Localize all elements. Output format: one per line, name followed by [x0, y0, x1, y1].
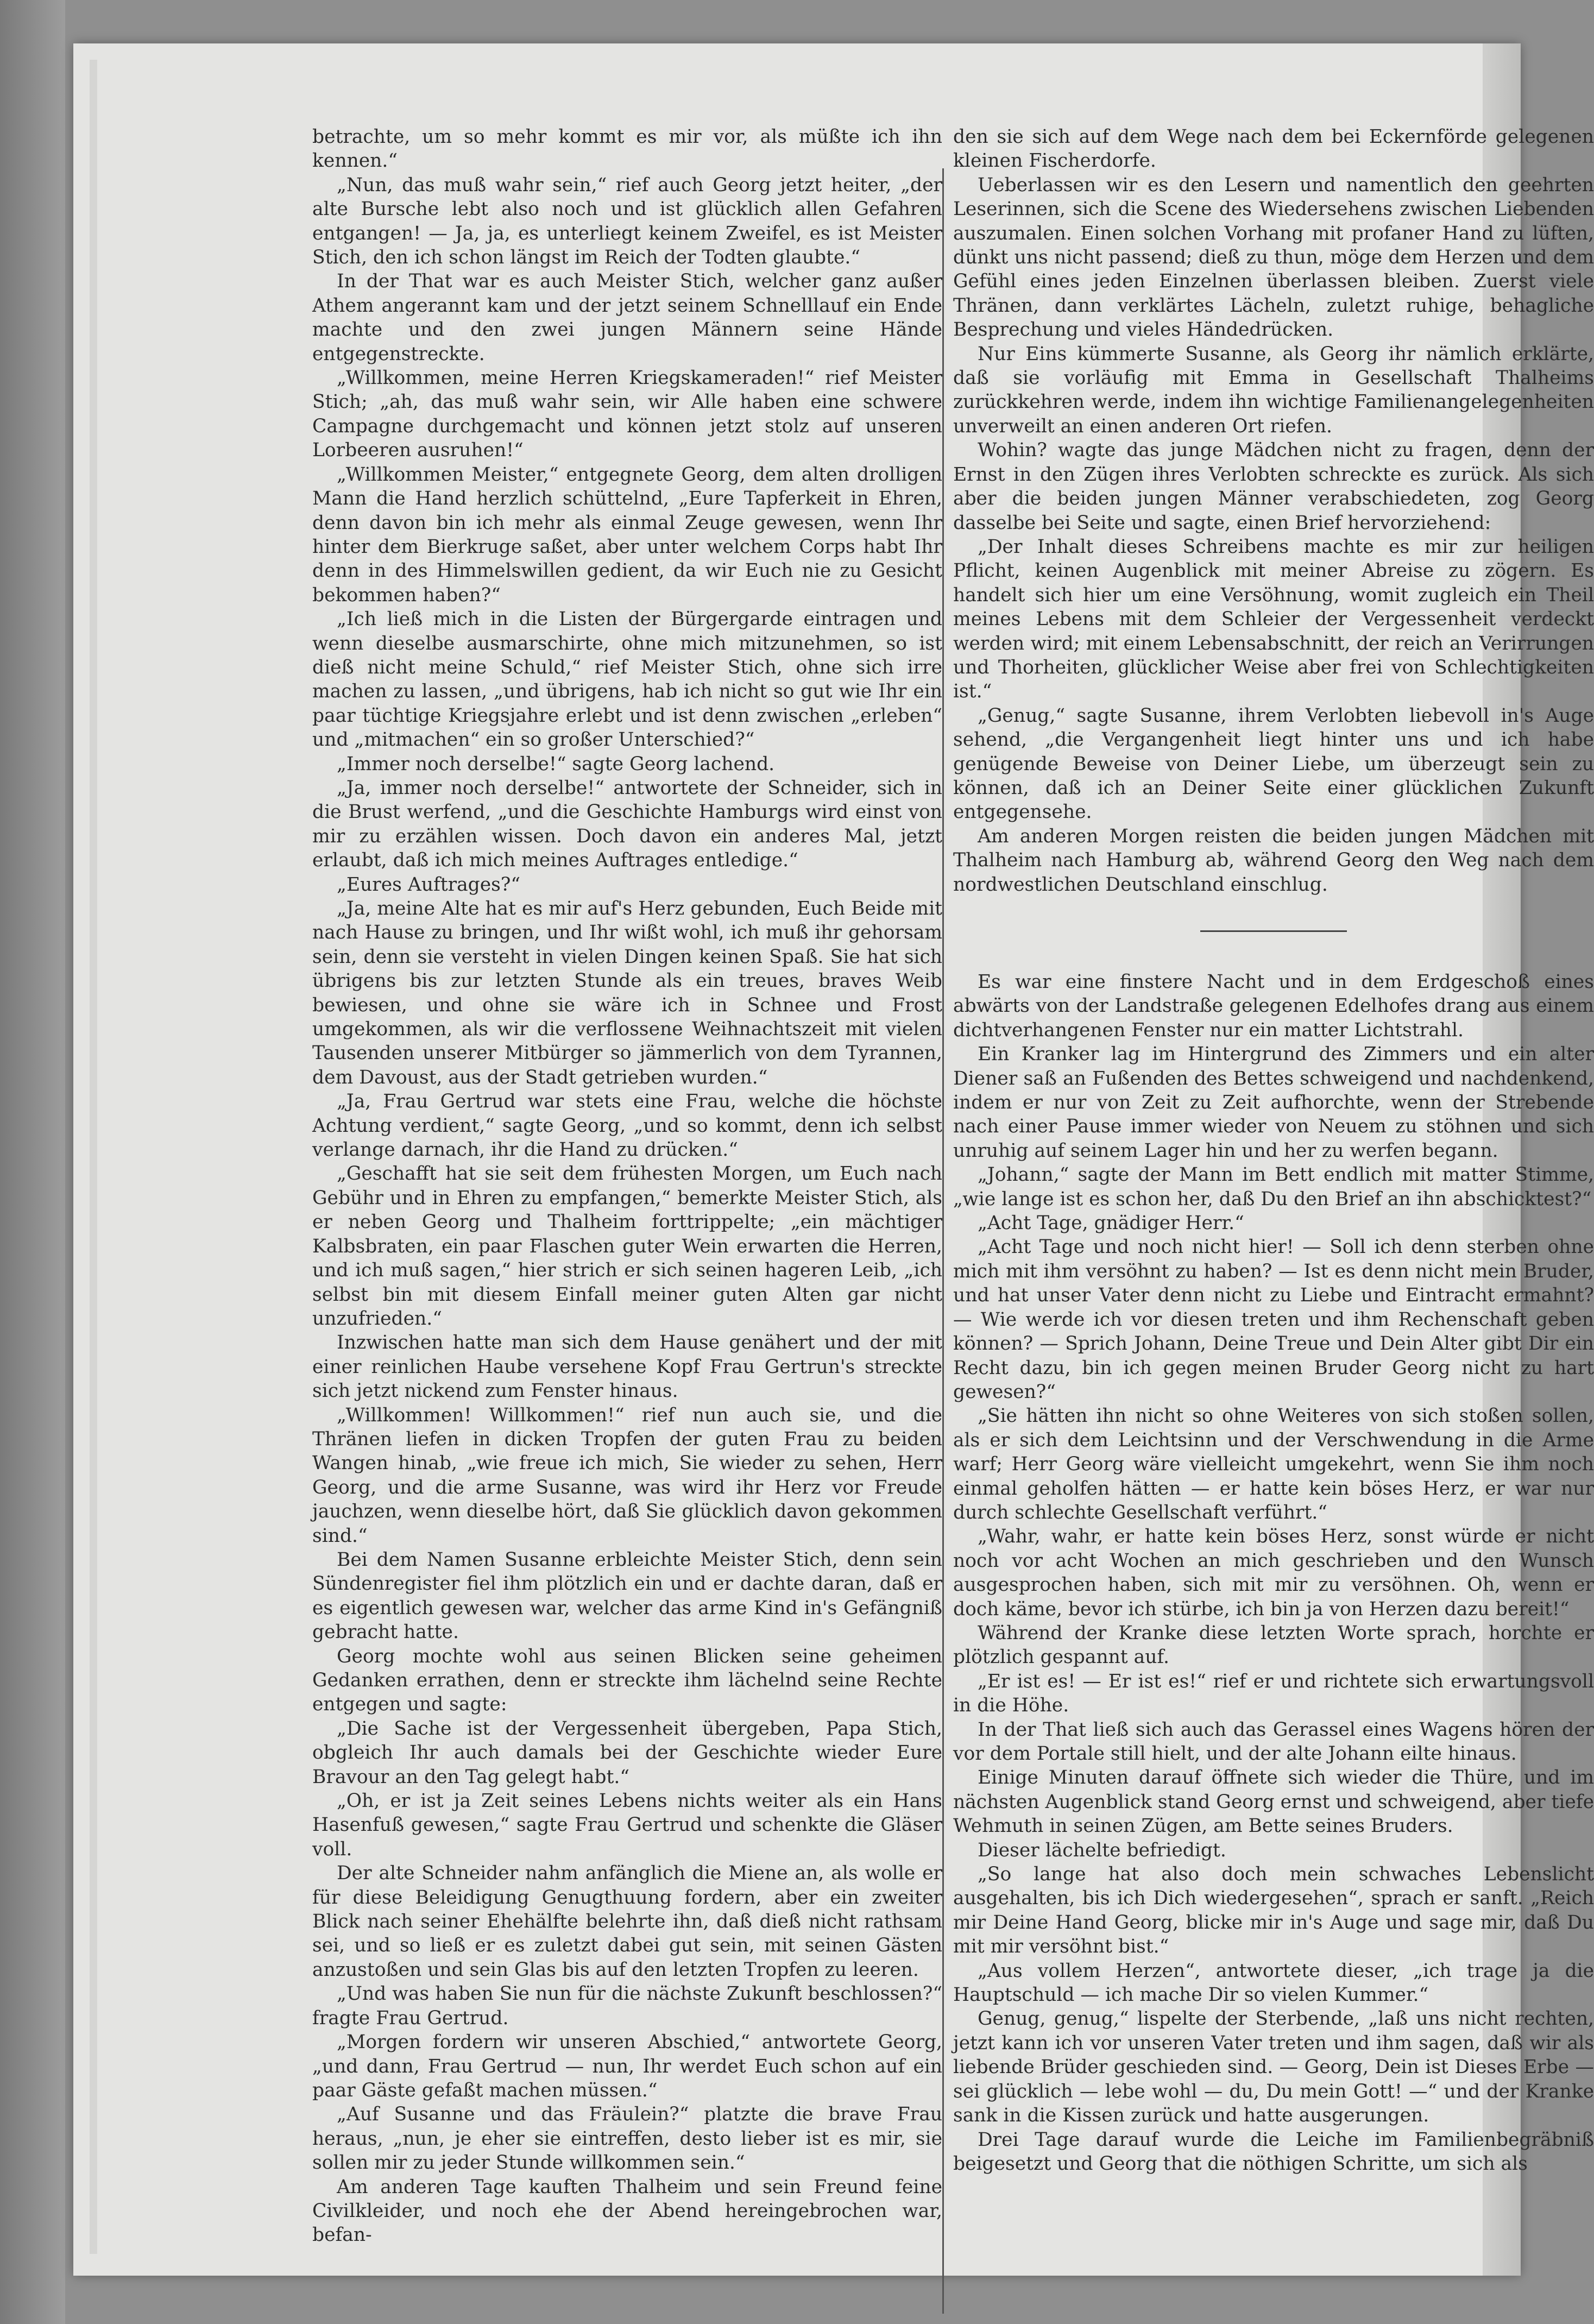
paragraph: Nur Eins kümmerte Susanne, als Georg ihr nämlich erklärte, daß sie vorläufig mit Emma in Gesellschaft Thalheims zurückkehren werde, indem ihn wichtige Familienangelegenheiten unverweilt an einen anderen Ort riefen. [953, 343, 1594, 437]
paragraph: Genug, genug,“ lispelte der Sterbende, „laß uns nicht rechten, jetzt kann ich vor unseren Vater treten und ihm sagen, daß wir als liebende Brüder geschieden sind. — Georg, Dein ist Dieses Erbe — sei glücklich — lebe wohl — du, Du mein Gott! —“ und der Kranke sank in die Kissen zurück und hatte ausgerungen. [953, 2008, 1594, 2127]
column-divider [942, 168, 944, 2314]
paragraph: „Auf Susanne und das Fräulein?“ platzte die brave Frau heraus, „nun, je eher sie eintreffen, desto lieber ist es mir, sie sollen mir zu jeder Stunde willkommen sein.“ [312, 2103, 942, 2174]
paragraph: Am anderen Morgen reisten die beiden jungen Mädchen mit Thalheim nach Hamburg ab, während Georg den Weg nach dem nordwestlichen Deutschland einschlug. [953, 825, 1594, 896]
left-column [312, 125, 942, 2246]
paragraph: Am anderen Tage kauften Thalheim und sein Freund feine Civilkleider, und noch ehe der Abend hereingebrochen war, befan- [312, 2176, 942, 2246]
paragraph: „Acht Tage und noch nicht hier! — Soll ich denn sterben ohne mich mit ihm versöhnt zu haben? — Ist es denn nicht mein Bruder, und hat unser Vater denn nicht zu Liebe und Eintracht ermahnt? — Wie werde ich vor diesen treten und ihm Rechenschaft geben können? — Sprich Johann, Deine Treue und Dein Alter gibt Dir ein Recht dazu, bin ich gegen meinen Bruder Georg nicht zu hart gewesen?“ [953, 1236, 1594, 1403]
paragraph: „Oh, er ist ja Zeit seines Lebens nichts weiter als ein Hans Hasenfuß gewesen,“ sagte Frau Gertrud und schenkte die Gläser voll. [312, 1790, 942, 1860]
paragraph: „Ja, immer noch derselbe!“ antwortete der Schneider, sich in die Brust werfend, „und die Geschichte Hamburgs wird einst von mir zu erzählen wissen. Doch davon ein anderes Mal, jetzt erlaubt, daß ich mich meines Auftrages entledige.“ [312, 777, 942, 872]
paragraph: „Acht Tage, gnädiger Herr.“ [978, 1212, 1244, 1235]
paragraph: „So lange hat also doch mein schwaches Lebenslicht ausgehalten, bis ich Dich wiedergesehen“, sprach er sanft. „Reich mir Deine Hand Georg, blicke mir in's Auge und sage mir, daß Du mit mir versöhnt bist.“ [953, 1863, 1594, 1958]
paragraph: „Johann,“ sagte der Mann im Bett endlich mit matter Stimme, „wie lange ist es schon her, daß Du den Brief an ihn abschicktest?“ [953, 1164, 1594, 1210]
paragraph: In der That ließ sich auch das Gerassel eines Wagens hören der vor dem Portale still hielt, und der alte Johann eilte hinaus. [953, 1718, 1594, 1765]
paragraph: Georg mochte wohl aus seinen Blicken seine geheimen Gedanken errathen, denn er streckte ihm lächelnd seine Rechte entgegen und sagte: [312, 1645, 942, 1716]
scan-background [0, 0, 65, 2324]
paragraph: „Morgen fordern wir unseren Abschied,“ antwortete Georg, „und dann, Frau Gertrud — nun, Ihr werdet Euch schon auf ein paar Gäste gefaßt machen müssen.“ [312, 2031, 942, 2101]
paragraph: Der alte Schneider nahm anfänglich die Miene an, als wolle er für diese Beleidigung Genugthuung fordern, aber ein zweiter Blick nach seiner Ehehälfte belehrte ihn, daß dieß nicht rathsam sei, und so ließ er es zuletzt dabei gut sein, mit seinen Gästen anzustoßen und sein Glas bis auf den letzten Tropfen zu leeren. [312, 1862, 942, 1981]
paragraph: Bei dem Namen Susanne erbleichte Meister Stich, denn sein Sündenregister fiel ihm plötzlich ein und er dachte daran, daß er es eigentlich gewesen war, welcher das arme Kind in's Gefängniß gebracht hatte. [312, 1548, 942, 1643]
paragraph: Dieser lächelte befriedigt. [978, 1839, 1226, 1861]
paragraph: Es war eine finstere Nacht und in dem Erdgeschoß eines abwärts von der Landstraße gelegenen Edelhofes drang aus einem dichtverhangenen Fenster nur ein matter Lichtstrahl. [953, 971, 1594, 1041]
paragraph: „Willkommen, meine Herren Kriegskameraden!“ rief Meister Stich; „ah, das muß wahr sein, wir Alle haben eine schwere Campagne durchgemacht und können jetzt stolz auf unseren Lorbeeren ausruhen!“ [312, 367, 942, 462]
paragraph: Ein Kranker lag im Hintergrund des Zimmers und ein alter Diener saß an Fußenden des Bettes schweigend und nachdenkend, indem er nur von Zeit zu Zeit aufhorchte, wenn der Strebende nach einer Pause immer wieder von Neuem zu stöhnen und sich unruhig auf seinem Lager hin und her zu werfen begann. [953, 1043, 1594, 1162]
paragraph: „Willkommen Meister,“ entgegnete Georg, dem alten drolligen Mann die Hand herzlich schüttelnd, „Eure Tapferkeit in Ehren, denn davon bin ich mehr als einmal Zeuge gewesen, wenn Ihr hinter dem Bierkruge saßet, aber unter welchem Corps habt Ihr denn in des Himmelswillen gedient, da wir Euch nie zu Gesicht bekommen haben?“ [312, 463, 942, 606]
paragraph: „Ja, meine Alte hat es mir auf's Herz gebunden, Euch Beide mit nach Hause zu bringen, und Ihr wißt wohl, ich muß ihr gehorsam sein, denn sie versteht in vielen Dingen keinen Spaß. Sie hat sich übrigens bis zur letzten Stunde als ein treues, braves Weib bewiesen, und ohne sie wäre ich in Schnee und Frost umgekommen, als wir die verflossene Weihnachtszeit mit vielen Tausenden unserer Mitbürger so jämmerlich von dem Tyrannen, dem Davoust, aus der Stadt getrieben wurden.“ [312, 898, 942, 1088]
paragraph: „Und was haben Sie nun für die nächste Zukunft beschlossen?“ fragte Frau Gertrud. [312, 1983, 942, 2029]
text-columns [242, 125, 1594, 2246]
page-fold [90, 60, 97, 2254]
right-column [953, 125, 1594, 2227]
paragraph: „Die Sache ist der Vergessenheit übergeben, Papa Stich, obgleich Ihr auch damals bei der Geschichte wieder Eure Bravour an den Tag gelegt habt.“ [312, 1717, 942, 1788]
paragraph: „Immer noch derselbe!“ sagte Georg lachend. [337, 753, 775, 775]
paragraph: Einige Minuten darauf öffnete sich wieder die Thüre, und im nächsten Augenblick stand Georg ernst und schweigend, aber tiefe Wehmuth in seinen Zügen, am Bette seines Bruders. [953, 1767, 1594, 1837]
paragraph: „Eures Auftrages?“ [337, 873, 521, 896]
paragraph: „Nun, das muß wahr sein,“ rief auch Georg jetzt heiter, „der alte Bursche lebt also noch und ist glücklich allen Gefahren entgangen! — Ja, ja, es unterliegt keinem Zweifel, es ist Meister Stich, den ich schon längst im Reich der Todten glaubte.“ [312, 174, 942, 269]
paragraph: Inzwischen hatte man sich dem Hause genähert und der mit einer reinlichen Haube versehene Kopf Frau Gertrun's streckte sich jetzt nickend zum Fenster hinaus. [312, 1332, 942, 1402]
paragraph: den sie sich auf dem Wege nach dem bei Eckernförde gelegenen kleinen Fischerdorfe. [953, 126, 1594, 172]
paragraph: „Er ist es! — Er ist es!“ rief er und richtete sich erwartungsvoll in die Höhe. [953, 1670, 1594, 1717]
paragraph: Während der Kranke diese letzten Worte sprach, horchte er plötzlich gespannt auf. [953, 1622, 1594, 1668]
paragraph: „Genug,“ sagte Susanne, ihrem Verlobten liebevoll in's Auge sehend, „die Vergangenheit liegt hinter uns und ich habe genügende Beweise von Deiner Liebe, um überzeugt sein zu können, daß ich an Deiner Seite einer glücklichen Zukunft entgegensehe. [953, 704, 1594, 823]
paragraph: Ueberlassen wir es den Lesern und namentlich den geehrten Leserinnen, sich die Scene des Wiedersehens zwischen Liebenden auszumalen. Einen solchen Vorhang mit profaner Hand zu lüften, dünkt uns nicht passend; dieß zu thun, möge dem Herzen und dem Gefühl eines jeden Einzelnen überlassen bleiben. Zuerst viele Thränen, dann verklärtes Lächeln, zuletzt ruhige, behagliche Besprechung und vieles Händedrücken. [953, 174, 1594, 341]
newspaper-page [73, 43, 1594, 2276]
paragraph: „Sie hätten ihn nicht so ohne Weiteres von sich stoßen sollen, als er sich dem Leichtsinn und der Verschwendung in die Arme warf; Herr Georg wäre vielleicht umgekehrt, wenn Sie ihm noch einmal geholfen hätten — er hatte kein böses Herz, er war nur durch schlechte Gesellschaft verführt.“ [953, 1405, 1594, 1523]
paragraph: In der That war es auch Meister Stich, welcher ganz außer Athem angerannt kam und der jetzt seinem Schnelllauf ein Ende machte und den zwei jungen Männern seine Hände entgegenstreckte. [312, 270, 942, 365]
paragraph: „Der Inhalt dieses Schreibens machte es mir zur heiligen Pflicht, keinen Augenblick mit meiner Abreise zu zögern. Es handelt sich hier um eine Versöhnung, womit zugleich ein Theil meines Lebens mit dem Schleier der Vergessenheit verdeckt werden wird; mit einem Lebensabschnitt, der reich an Verirrungen und Thorheiten, glücklicher Weise aber frei von Schlechtigkeiten ist.“ [953, 536, 1594, 703]
paragraph: Drei Tage darauf wurde die Leiche im Familienbegräbniß beigesetzt und Georg that die nöthigen Schritte, um sich als [953, 2128, 1594, 2175]
paragraph: Wohin? wagte das junge Mädchen nicht zu fragen, denn der Ernst in den Zügen ihres Verlobten schreckte es zurück. Als sich aber die beiden jungen Männer verabschiedeten, zog Georg dasselbe bei Seite und sagte, einen Brief hervorziehend: [953, 439, 1594, 534]
paragraph: „Geschafft hat sie seit dem frühesten Morgen, um Euch nach Gebühr und in Ehren zu empfangen,“ bemerkte Meister Stich, als er neben Georg und Thalheim forttrippelte; „ein mächtiger Kalbsbraten, ein paar Flaschen guter Wein erwarten die Herren, und ich muß sagen,“ hier strich er sich seinen hageren Leib, „ich selbst bin mit diesem Einfall meiner guten Alten gar nicht unzufrieden.“ [312, 1163, 942, 1330]
paragraph: „Wahr, wahr, er hatte kein böses Herz, sonst würde er nicht noch vor acht Wochen an mich geschrieben und den Wunsch ausgesprochen haben, sich mit mir zu versöhnen. Oh, wenn er doch käme, bevor ich stürbe, ich bin ja von Herzen dazu bereit!“ [953, 1526, 1594, 1620]
paragraph: „Ja, Frau Gertrud war stets eine Frau, welche die höchste Achtung verdient,“ sagte Georg, „und so kommt, denn ich selbst verlange darnach, ihr die Hand zu drücken.“ [312, 1091, 942, 1161]
paragraph: „Ich ließ mich in die Listen der Bürgergarde eintragen und wenn dieselbe ausmarschirte, ohne mich mitzunehmen, so ist dieß nicht meine Schuld,“ rief Meister Stich, ohne sich irre machen zu lassen, „und übrigens, hab ich nicht so gut wie Ihr ein paar tüchtige Kriegsjahre erlebt und ist denn zwischen „erleben“ und „mitmachen“ ein so großer Unterschied?“ [312, 608, 942, 751]
paragraph: „Aus vollem Herzen“, antwortete dieser, „ich trage ja die Hauptschuld — ich mache Dir so vielen Kummer.“ [953, 1960, 1594, 2006]
paragraph: „Willkommen! Willkommen!“ rief nun auch sie, und die Thränen liefen in dicken Tropfen der guten Frau zu beiden Wangen hinab, „wie freue ich mich, Sie wieder zu sehen, Herr Georg, und die arme Susanne, was wird ihr Herz vor Freude jauchzen, wenn dieselbe hört, daß Sie glücklich davon gekommen sind.“ [312, 1404, 942, 1547]
section-separator [1200, 930, 1347, 932]
paragraph: betrachte, um so mehr kommt es mir vor, als müßte ich ihn kennen.“ [312, 126, 942, 172]
